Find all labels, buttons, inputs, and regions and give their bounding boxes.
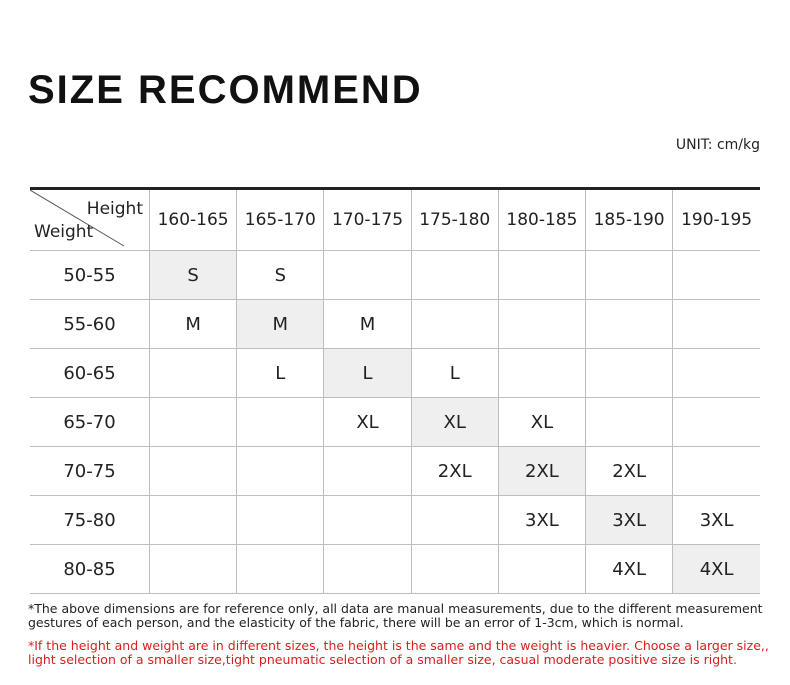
size-cell	[324, 496, 411, 545]
size-cell	[237, 496, 324, 545]
table-row	[30, 398, 760, 447]
size-cell	[498, 349, 585, 398]
weight-label: 80-85	[30, 545, 150, 594]
size-cell: 3XL	[586, 496, 673, 545]
table-row	[30, 349, 760, 398]
height-header-2: 170-175	[324, 189, 411, 251]
weight-label: 65-70	[30, 398, 150, 447]
weight-label: 60-65	[30, 349, 150, 398]
size-cell: XL	[411, 398, 498, 447]
weight-label: 70-75	[30, 447, 150, 496]
weight-label: 55-60	[30, 300, 150, 349]
size-cell	[237, 447, 324, 496]
corner-cell	[30, 189, 150, 251]
size-cell: L	[411, 349, 498, 398]
size-cell: 2XL	[586, 447, 673, 496]
size-cell	[150, 545, 237, 594]
table-row	[30, 251, 760, 300]
page-title: SIZE RECOMMEND	[28, 68, 423, 112]
size-cell	[411, 300, 498, 349]
height-header-3: 175-180	[411, 189, 498, 251]
size-cell	[324, 447, 411, 496]
size-cell: M	[324, 300, 411, 349]
size-cell: M	[237, 300, 324, 349]
table-row	[30, 496, 760, 545]
corner-height-label: Height	[86, 199, 143, 219]
table-row	[30, 545, 760, 594]
size-cell	[673, 398, 760, 447]
size-cell	[324, 251, 411, 300]
size-cell: S	[237, 251, 324, 300]
size-cell: XL	[498, 398, 585, 447]
size-cell: XL	[324, 398, 411, 447]
size-cell	[673, 447, 760, 496]
size-cell	[498, 251, 585, 300]
size-cell	[673, 349, 760, 398]
size-cell	[237, 545, 324, 594]
size-cell	[673, 300, 760, 349]
header-row	[30, 189, 760, 251]
unit-label: UNIT: cm/kg	[675, 137, 760, 153]
size-cell	[411, 251, 498, 300]
size-cell	[498, 545, 585, 594]
size-cell	[586, 300, 673, 349]
selection-note: *If the height and weight are in different sizes, the height is the same and the weight is heavier. Choose a larger size,, light selection of a smaller size,tight pneumatic selection of a smaller size, casual moderate positive size is right.	[28, 638, 769, 667]
size-cell: 2XL	[411, 447, 498, 496]
size-cell: 3XL	[498, 496, 585, 545]
size-cell	[150, 349, 237, 398]
size-cell: L	[324, 349, 411, 398]
size-cell	[411, 545, 498, 594]
size-cell: 4XL	[673, 545, 760, 594]
size-cell: 4XL	[586, 545, 673, 594]
size-cell	[586, 398, 673, 447]
height-header-5: 185-190	[586, 189, 673, 251]
size-cell	[586, 349, 673, 398]
size-cell	[150, 496, 237, 545]
weight-label: 75-80	[30, 496, 150, 545]
height-header-6: 190-195	[673, 189, 760, 251]
reference-note: *The above dimensions are for reference only, all data are manual measurements, due to the different measurement gestures of each person, and the elasticity of the fabric, there will be an error of 1-3cm, which is normal.	[28, 601, 763, 630]
corner-weight-label: Weight	[34, 222, 94, 242]
table-row	[30, 300, 760, 349]
size-cell: S	[150, 251, 237, 300]
size-cell	[150, 398, 237, 447]
table-row	[30, 447, 760, 496]
size-cell	[237, 398, 324, 447]
size-cell	[498, 300, 585, 349]
height-header-4: 180-185	[498, 189, 585, 251]
size-cell: L	[237, 349, 324, 398]
weight-label: 50-55	[30, 251, 150, 300]
size-cell	[411, 496, 498, 545]
size-cell	[324, 545, 411, 594]
size-cell: 3XL	[673, 496, 760, 545]
size-cell	[673, 251, 760, 300]
height-header-0: 160-165	[150, 189, 237, 251]
size-cell	[586, 251, 673, 300]
size-cell	[150, 447, 237, 496]
height-header-1: 165-170	[237, 189, 324, 251]
size-cell: 2XL	[498, 447, 585, 496]
size-chart-table	[30, 187, 760, 594]
size-cell: M	[150, 300, 237, 349]
